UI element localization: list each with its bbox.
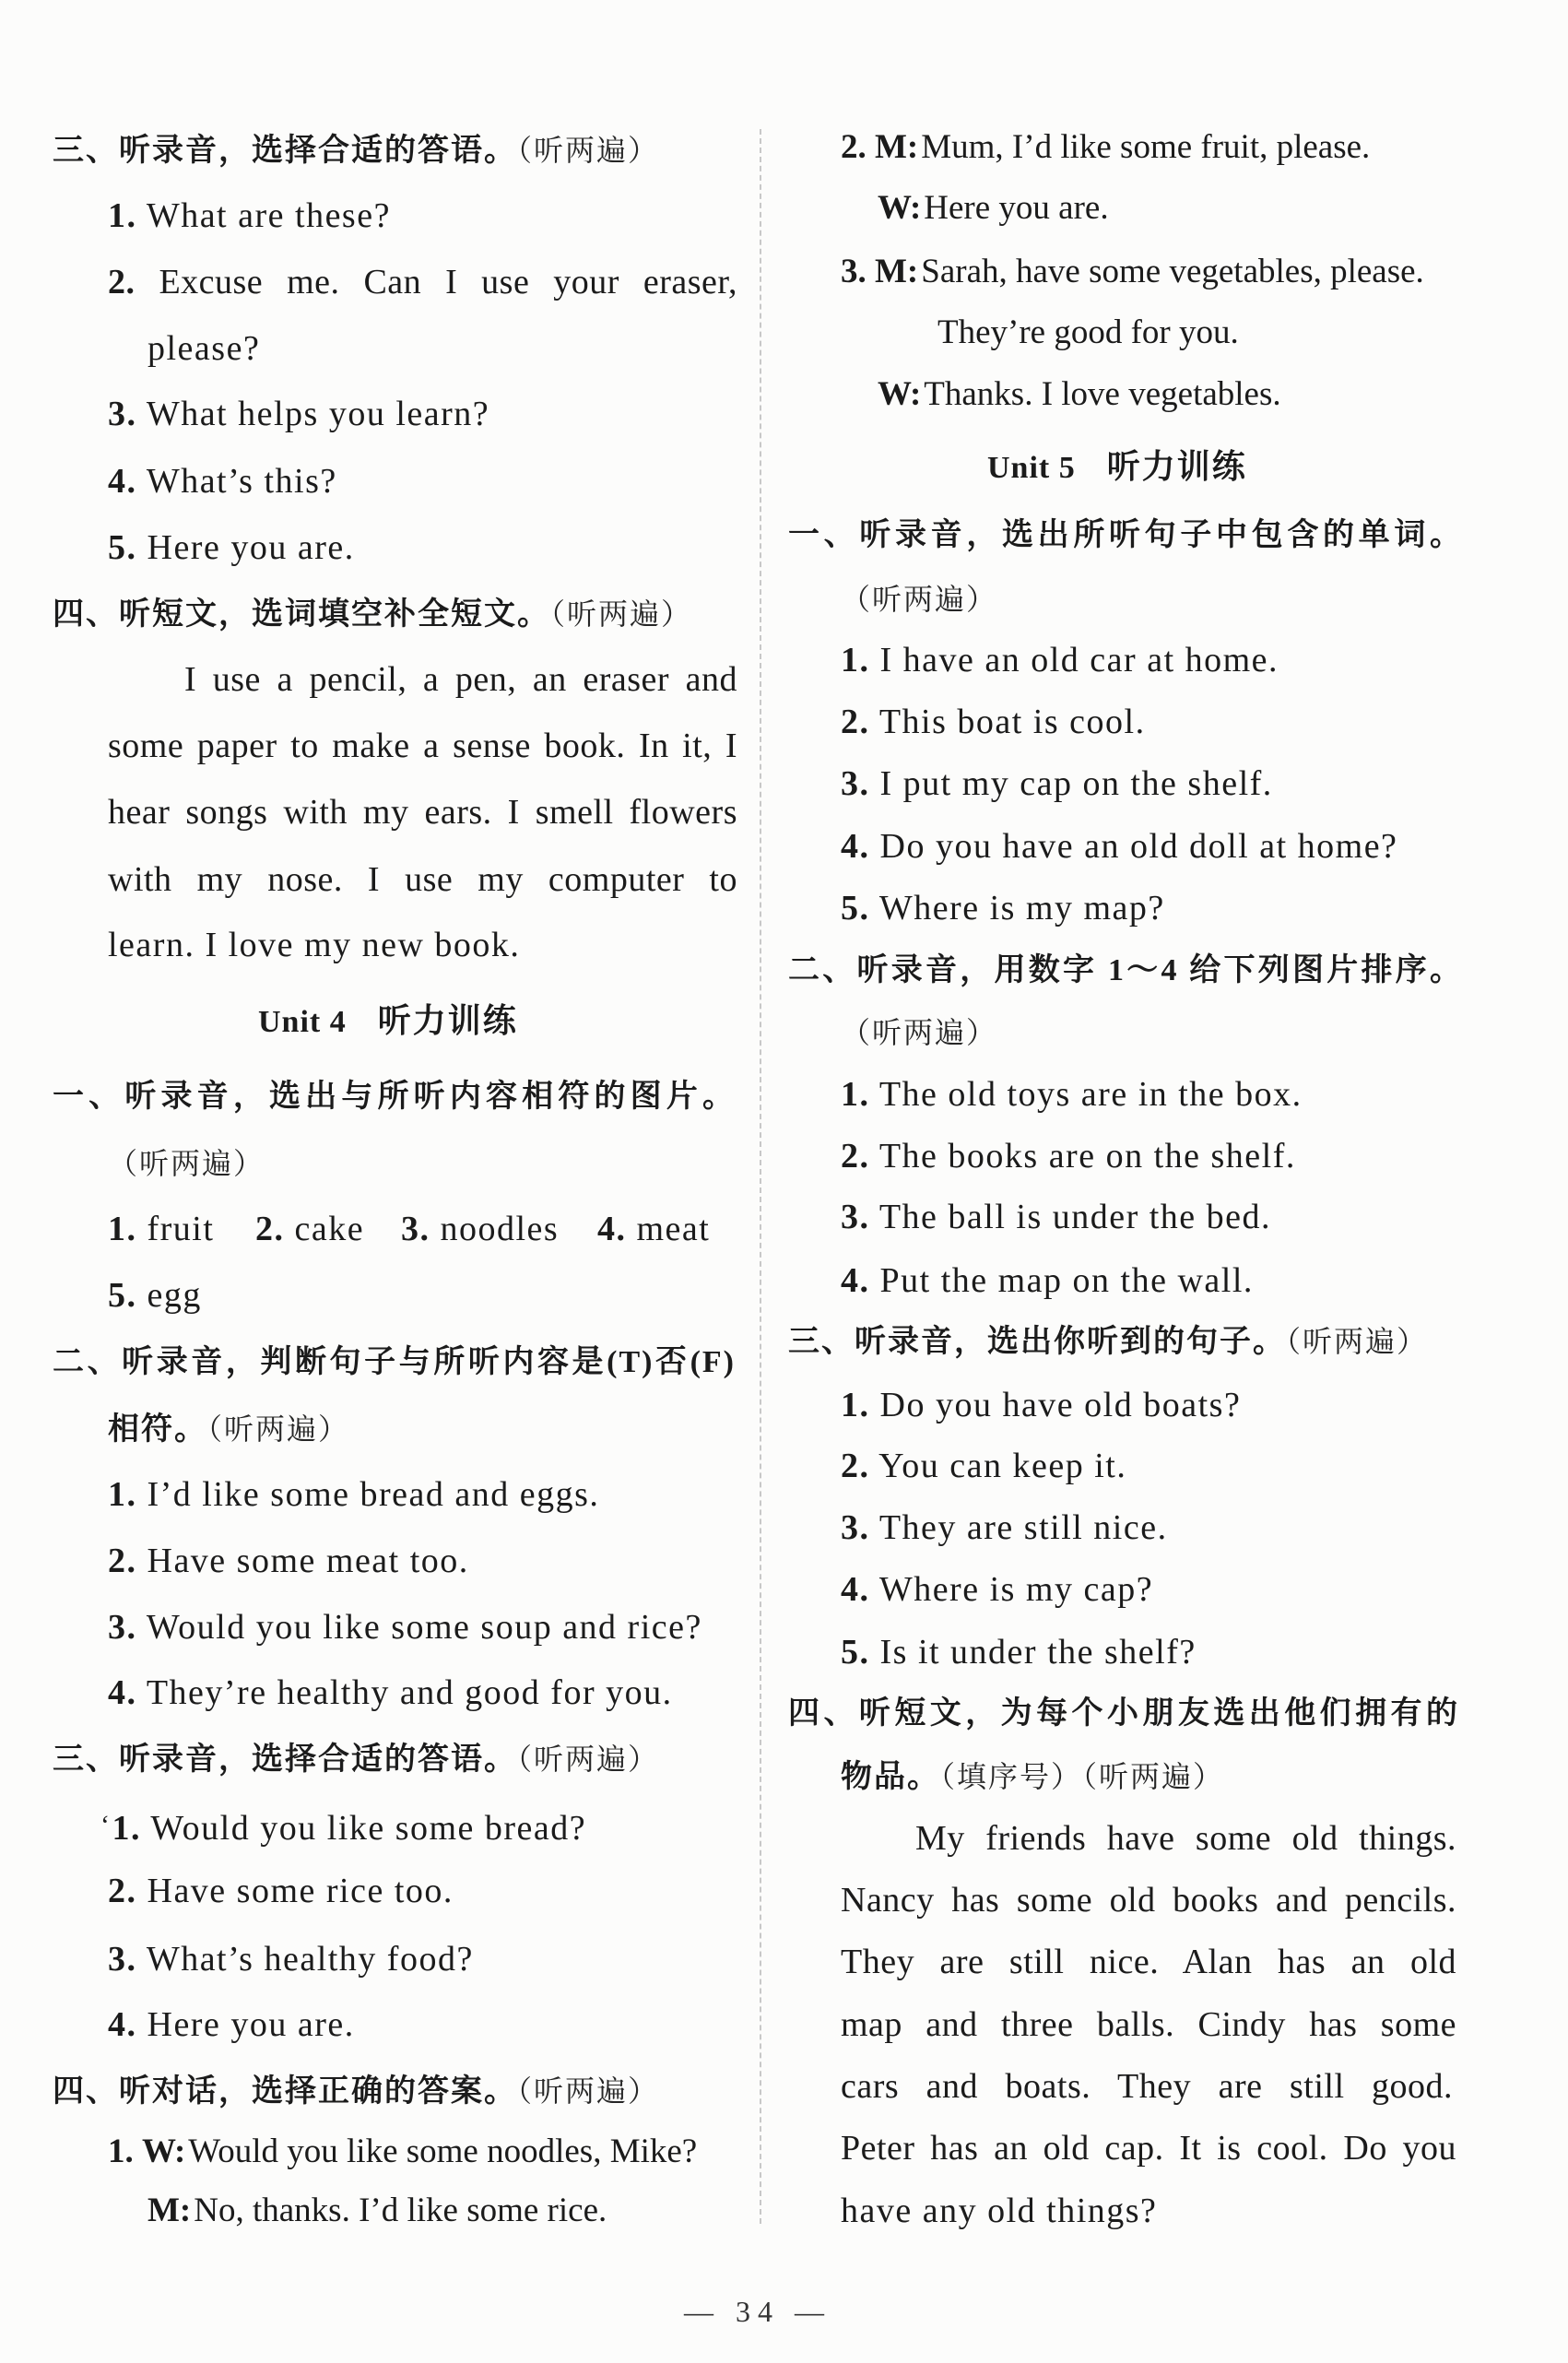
item-text: cake <box>294 1210 365 1248</box>
item-number: 3. <box>841 1508 870 1547</box>
item-text: What are these? <box>146 196 391 235</box>
item-text: Have some rice too. <box>147 1872 454 1910</box>
heading-text: 相符。 <box>108 1412 207 1447</box>
list-item <box>100 1803 586 1850</box>
speaker-label: M: <box>875 128 919 166</box>
dialogue-text: No, thanks. I’d like some rice. <box>194 2192 607 2229</box>
item-text: What helps you learn? <box>146 395 490 433</box>
item-number: 3. <box>108 1940 137 1979</box>
passage-line: with my nose. I use my computer to <box>108 860 737 899</box>
item-number: 3. <box>841 1198 870 1236</box>
passage-line: Nancy has some old books and pencils. <box>841 1881 1456 1920</box>
item-text: Would you like some bread? <box>150 1809 587 1848</box>
item-number: 2. <box>108 1542 137 1580</box>
item-number: 2. <box>108 1872 137 1910</box>
item-number: 5. <box>841 889 870 927</box>
section-heading <box>788 1319 1428 1365</box>
section-heading: 二、听录音，用数字 1～4 给下列图片排序。 <box>788 953 1463 987</box>
speaker-label: M: <box>147 2192 192 2229</box>
stray-mark: ‘ <box>100 1810 112 1840</box>
heading-note: （听两遍） <box>517 1743 660 1776</box>
item-text: fruit <box>147 1210 215 1248</box>
item-text: Here you are. <box>147 2005 355 2044</box>
item-text: They are still nice. <box>878 1508 1168 1547</box>
heading-text: 物品。 <box>841 1760 940 1794</box>
item-number: 5. <box>108 528 137 567</box>
item-number: 1. <box>841 1386 870 1424</box>
item-number: 1. <box>108 2133 134 2170</box>
list-item <box>841 1195 1271 1239</box>
list-item <box>108 1671 673 1715</box>
section-heading <box>53 2069 659 2114</box>
list-item <box>841 1630 1197 1674</box>
heading-text: 四、听对话，选择正确的答案。 <box>53 2074 517 2109</box>
section-heading: 一、听录音，选出与所听内容相符的图片。 <box>53 1080 736 1114</box>
item-number: 1. <box>841 641 870 679</box>
item-text: egg <box>147 1276 202 1315</box>
item-number: 4. <box>108 1673 137 1712</box>
passage-line: map and three balls. Cindy has some <box>841 2005 1456 2044</box>
dialogue-line <box>878 372 1281 417</box>
word-item <box>108 1207 214 1251</box>
item-text: The old toys are in the box. <box>878 1075 1303 1114</box>
dialogue-line <box>878 186 1109 230</box>
dialogue-line <box>147 2189 607 2233</box>
item-text: What’s this? <box>146 462 337 501</box>
list-item <box>841 1072 1303 1117</box>
list-item <box>841 1383 1241 1427</box>
item-number: 1. <box>841 1075 870 1114</box>
list-item <box>841 824 1397 868</box>
heading-note: （听两遍） <box>517 2074 660 2108</box>
dialogue-line <box>841 250 1424 294</box>
passage-line: They are still nice. Alan has an old <box>841 1943 1456 1981</box>
speaker-label: W: <box>142 2133 186 2170</box>
word-item <box>108 1273 202 1317</box>
item-text: The ball is under the bed. <box>878 1198 1272 1236</box>
section-note <box>108 1141 265 1187</box>
list-item <box>108 1539 469 1583</box>
section-heading-continuation <box>841 1755 1224 1800</box>
item-text: Do you have old boats? <box>879 1386 1242 1424</box>
dialogue-text: Would you like some noodles, Mike? <box>188 2133 698 2170</box>
item-number: 3. <box>841 253 867 290</box>
item-number: 3. <box>401 1210 430 1248</box>
item-text: Here you are. <box>147 528 355 567</box>
item-number: 2. <box>255 1210 285 1248</box>
list-item <box>108 526 355 570</box>
item-text: This boat is cool. <box>878 703 1146 741</box>
item-text: Where is my cap? <box>878 1570 1154 1609</box>
list-item <box>108 1472 599 1517</box>
section-heading-continuation <box>108 1407 349 1452</box>
item-text: meat <box>636 1210 711 1248</box>
list-item <box>841 1258 1254 1303</box>
item-text: The books are on the shelf. <box>878 1137 1296 1176</box>
list-item <box>841 762 1273 806</box>
item-text: Have some meat too. <box>147 1542 469 1580</box>
heading-note: （听两遍） <box>550 597 693 631</box>
item-number: 5. <box>841 1633 870 1672</box>
section-heading <box>53 1737 659 1782</box>
section-note <box>841 577 997 622</box>
unit-title <box>987 444 1247 490</box>
item-number: 1. <box>108 196 137 235</box>
heading-text: 三、听录音，选出你听到的句子。 <box>788 1325 1286 1359</box>
item-number: 2. <box>841 1137 870 1176</box>
list-item <box>108 1869 454 1913</box>
heading-text: 三、听录音，选择合适的答语。 <box>53 1743 517 1777</box>
dialogue-text: Thanks. I love vegetables. <box>924 375 1281 413</box>
item-number: 2. <box>841 128 867 166</box>
unit-subtitle: 听力训练 <box>377 1002 518 1039</box>
item-text: Is it under the shelf? <box>879 1633 1197 1672</box>
item-number: 4. <box>841 1261 870 1300</box>
item-number: 3. <box>108 395 137 433</box>
section-heading: 四、听短文，为每个小朋友选出他们拥有的 <box>788 1696 1459 1731</box>
heading-text: 三、听录音，选择合适的答语。 <box>53 134 517 168</box>
item-text: Do you have an old doll at home? <box>879 827 1398 866</box>
item-number: 4. <box>108 2005 137 2044</box>
heading-note: （听两遍） <box>517 134 660 167</box>
list-item <box>108 260 737 304</box>
item-number: 3. <box>841 764 870 803</box>
list-item <box>841 1444 1126 1488</box>
heading-text: 四、听短文，选词填空补全短文。 <box>53 597 550 632</box>
dialogue-text: Here you are. <box>924 189 1109 227</box>
heading-note: （听两遍） <box>207 1412 350 1446</box>
list-item <box>841 886 1165 930</box>
item-text: noodles <box>440 1210 560 1248</box>
list-item <box>108 1937 474 1981</box>
item-text: Where is my map? <box>878 889 1165 927</box>
item-number: 2. <box>108 263 136 301</box>
list-item <box>841 1506 1168 1550</box>
dialogue-text: Mum, I’d like some fruit, please. <box>921 128 1371 166</box>
heading-note: （听两遍） <box>841 583 998 616</box>
heading-note: （听两遍） <box>841 1016 998 1049</box>
heading-note: （听两遍） <box>1286 1325 1429 1358</box>
unit-title <box>258 998 518 1045</box>
item-number: 4. <box>841 1570 870 1609</box>
list-item <box>841 638 1279 682</box>
dialogue-line <box>841 125 1370 170</box>
item-number: 2. <box>841 1447 870 1485</box>
item-text: What’s healthy food? <box>146 1940 474 1979</box>
dialogue-text: Sarah, have some vegetables, please. <box>921 253 1424 290</box>
passage-line: have any old things? <box>841 2192 1158 2230</box>
list-item <box>841 1567 1153 1612</box>
item-number: 5. <box>108 1276 137 1315</box>
list-item <box>841 700 1146 744</box>
list-item <box>108 1605 702 1649</box>
list-item <box>108 392 489 436</box>
passage-line: Peter has an old cap. It is cool. Do you <box>841 2129 1456 2168</box>
item-text: I’d like some bread and eggs. <box>147 1475 600 1514</box>
dialogue-continuation: They’re good for you. <box>937 313 1239 351</box>
item-text: They’re healthy and good for you. <box>146 1673 673 1712</box>
list-item <box>841 1134 1296 1178</box>
passage-line: learn. I love my new book. <box>108 926 521 964</box>
unit-number: Unit 4 <box>258 1005 347 1039</box>
column-divider <box>760 129 761 2224</box>
passage-line: hear songs with my ears. I smell flowers <box>108 793 737 832</box>
section-heading: 一、听录音，选出所听句子中包含的单词。 <box>788 518 1463 552</box>
item-number: 4. <box>841 827 870 866</box>
item-text: I have an old car at home. <box>879 641 1279 679</box>
section-heading <box>53 592 692 637</box>
item-number: 1. <box>108 1475 137 1514</box>
item-number: 4. <box>597 1210 627 1248</box>
speaker-label: M: <box>875 253 919 290</box>
item-text: Excuse me. Can I use your eraser, <box>159 263 738 301</box>
section-heading: 二、听录音，判断句子与所听内容是(T)否(F) <box>53 1345 736 1379</box>
list-item <box>108 459 337 503</box>
heading-note: （听两遍） <box>108 1147 265 1180</box>
speaker-label: W: <box>878 189 922 227</box>
item-text: Would you like some soup and rice? <box>146 1608 702 1647</box>
item-number: 1. <box>108 1210 137 1248</box>
list-item-continuation: please? <box>147 329 261 368</box>
section-note <box>841 1010 997 1056</box>
section-heading <box>53 128 659 173</box>
list-item <box>108 194 391 238</box>
unit-subtitle: 听力训练 <box>1106 448 1247 485</box>
item-number: 4. <box>108 462 137 501</box>
item-text: You can keep it. <box>878 1447 1127 1485</box>
word-item <box>401 1207 559 1251</box>
list-item <box>108 2003 355 2047</box>
passage-line: cars and boats. They are still good. <box>841 2067 1453 2106</box>
item-number: 1. <box>112 1809 141 1848</box>
item-text: Put the map on the wall. <box>879 1261 1254 1300</box>
passage-line: some paper to make a sense book. In it, I <box>108 727 737 765</box>
item-number: 3. <box>108 1608 137 1647</box>
heading-note: （填序号）（听两遍） <box>940 1760 1225 1793</box>
passage-line: My friends have some old things. <box>915 1819 1456 1858</box>
page-number: — 34 — <box>684 2295 831 2328</box>
item-text: I put my cap on the shelf. <box>879 764 1273 803</box>
unit-number: Unit 5 <box>987 451 1076 485</box>
word-item <box>255 1207 364 1251</box>
item-number: 2. <box>841 703 870 741</box>
word-item <box>597 1207 710 1251</box>
passage-line: I use a pencil, a pen, an eraser and <box>184 660 737 699</box>
speaker-label: W: <box>878 375 922 413</box>
dialogue-line <box>108 2130 697 2174</box>
